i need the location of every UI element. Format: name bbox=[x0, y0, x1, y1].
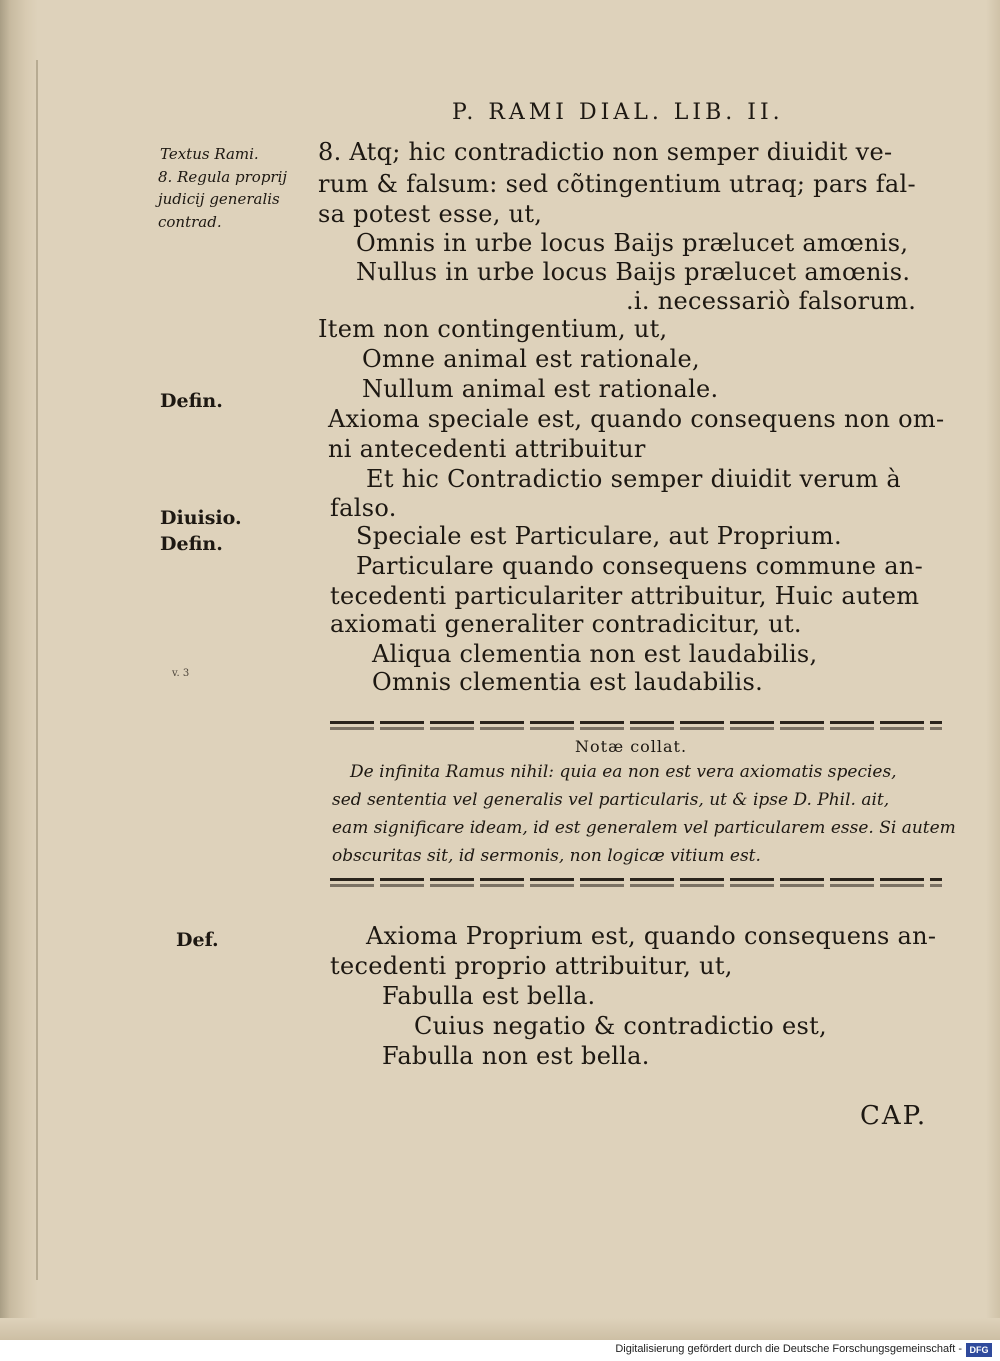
text-line-5: Nullus in urbe locus Baijs prælucet amœnis. bbox=[356, 258, 911, 286]
page-gutter bbox=[0, 0, 38, 1340]
text-line-4: Omnis in urbe locus Baijs prælucet amœnis, bbox=[356, 229, 909, 257]
note-line-1: De infinita Ramus nihil: quia ea non est vera axiomatis species, bbox=[350, 762, 897, 782]
text-line-8: Omne animal est rationale, bbox=[362, 345, 700, 373]
text-line-1: 8. Atq; hic contradictio non semper diuidit ve- bbox=[318, 138, 893, 166]
text-line-20: Axioma Proprium est, quando consequens an- bbox=[366, 922, 937, 950]
note-line-2: sed sententia vel generalis vel particularis, ut & ipse D. Phil. ait, bbox=[332, 790, 890, 810]
note-rule-bottom bbox=[330, 878, 942, 881]
marginal-note-small: v. 3 bbox=[172, 668, 190, 679]
text-line-14: Speciale est Particulare, aut Proprium. bbox=[356, 522, 842, 550]
text-line-15: Particulare quando consequens commune an- bbox=[356, 552, 924, 580]
text-line-11: ni antecedenti attribuitur bbox=[328, 435, 646, 463]
note-line-3: eam significare ideam, id est generalem vel particularem esse. Si autem bbox=[332, 818, 956, 838]
marginal-note-def: Def. bbox=[176, 929, 219, 951]
footer-credit: Digitalisierung gefördert durch die Deutsche Forschungsgemeinschaft - bbox=[615, 1343, 962, 1355]
note-rule-bottom-2 bbox=[330, 884, 942, 887]
text-line-16: tecedenti particulariter attribuitur, Huic autem bbox=[330, 582, 920, 610]
note-rule-top-2 bbox=[330, 727, 942, 730]
catchword: CAP. bbox=[860, 1101, 928, 1131]
text-line-7: Item non contingentium, ut, bbox=[318, 315, 668, 343]
text-line-13: falso. bbox=[330, 494, 397, 522]
dfg-logo: DFG bbox=[966, 1343, 992, 1357]
marginal-note-textus: Textus Rami. bbox=[160, 145, 259, 163]
note-title: Notæ collat. bbox=[575, 737, 688, 756]
digitization-footer bbox=[0, 1340, 1000, 1361]
marginal-note-divisio: Diuisio. bbox=[160, 507, 242, 529]
text-line-18: Aliqua clementia non est laudabilis, bbox=[372, 640, 818, 668]
gutter-fold bbox=[36, 60, 38, 1280]
text-line-24: Fabulla non est bella. bbox=[382, 1042, 650, 1070]
text-line-2: rum & falsum: sed cõtingentium utraq; pars fal- bbox=[318, 170, 916, 198]
text-line-23: Cuius negatio & contradictio est, bbox=[414, 1012, 827, 1040]
marginal-note-judicij: judicij generalis bbox=[158, 190, 280, 208]
marginal-note-defin-2: Defin. bbox=[160, 533, 223, 555]
page-edge-shadow bbox=[986, 0, 1000, 1340]
marginal-note-defin: Defin. bbox=[160, 390, 223, 412]
note-line-4: obscuritas sit, id sermonis, non logicæ vitium est. bbox=[332, 846, 761, 866]
text-line-21: tecedenti proprio attribuitur, ut, bbox=[330, 952, 733, 980]
text-line-10: Axioma speciale est, quando consequens non om- bbox=[328, 405, 945, 433]
running-head: P. RAMI DIAL. LIB. II. bbox=[452, 100, 784, 125]
text-line-19: Omnis clementia est laudabilis. bbox=[372, 668, 764, 696]
note-rule-top bbox=[330, 721, 942, 724]
text-line-22: Fabulla est bella. bbox=[382, 982, 596, 1010]
text-line-6: .i. necessariò falsorum. bbox=[626, 287, 917, 315]
marginal-note-contrad: contrad. bbox=[158, 213, 222, 231]
page-bottom-edge bbox=[0, 1318, 1000, 1340]
text-line-3: sa potest esse, ut, bbox=[318, 200, 543, 228]
text-line-12: Et hic Contradictio semper diuidit verum à bbox=[366, 465, 901, 493]
marginal-note-regula: 8. Regula proprij bbox=[158, 168, 288, 186]
text-line-17: axiomati generaliter contradicitur, ut. bbox=[330, 610, 802, 638]
text-line-9: Nullum animal est rationale. bbox=[362, 375, 719, 403]
